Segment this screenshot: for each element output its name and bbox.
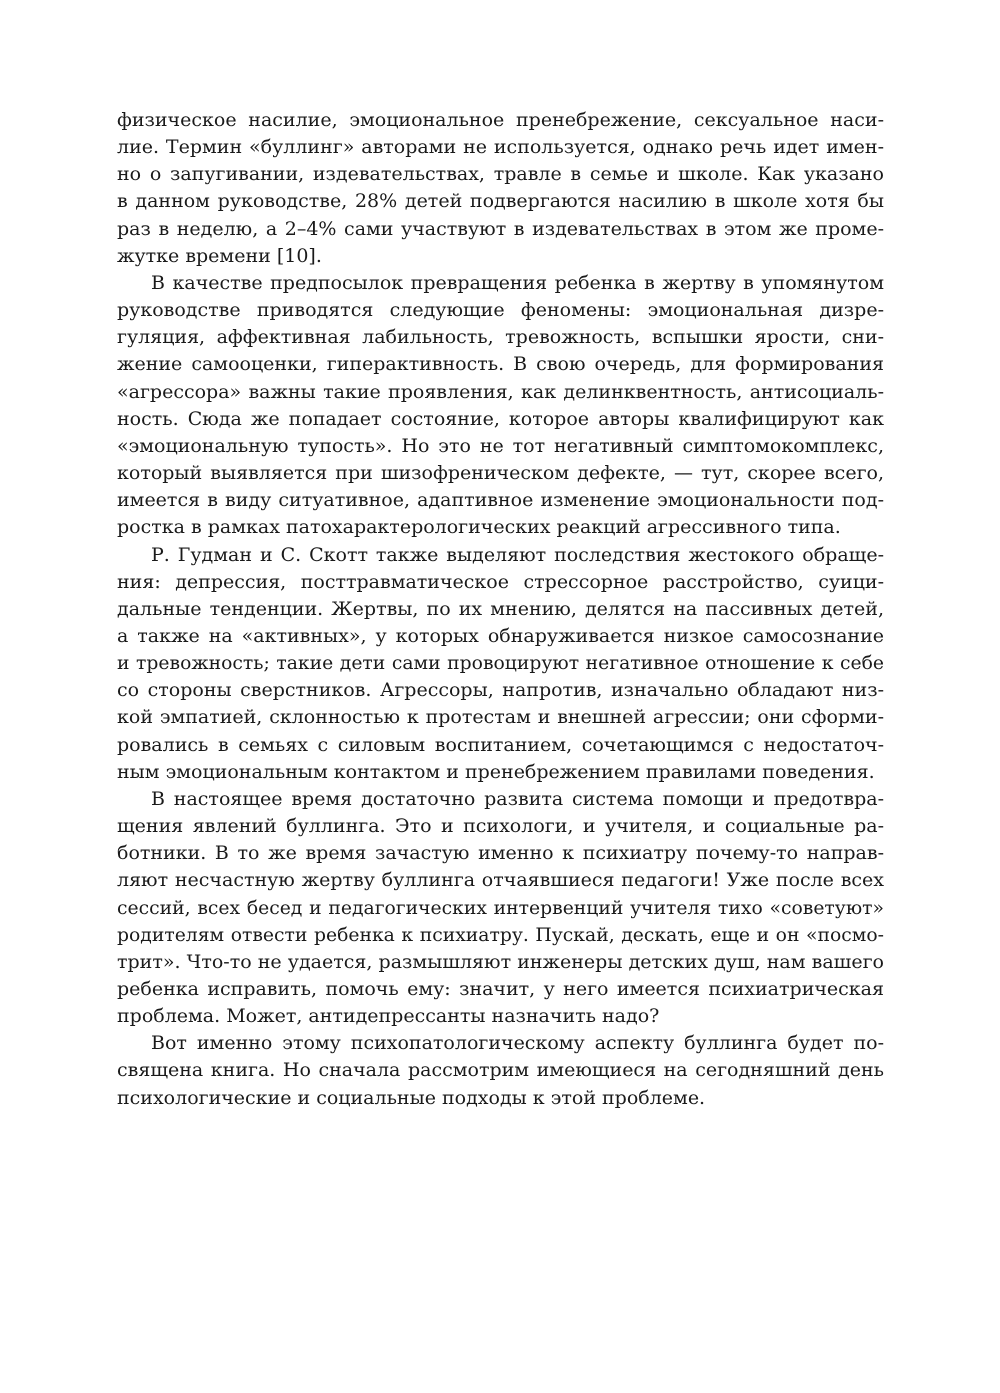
text-line: психологические и социальные подходы к этой проблеме. xyxy=(117,1086,706,1109)
paragraph-2 xyxy=(117,270,884,542)
text-line: жение самооценки, гиперактивность. В свою очередь, для формирования xyxy=(117,353,884,376)
text-line: родителям отвести ребенка к психиатру. Пускай, дескать, еще и он «посмо- xyxy=(117,924,884,946)
text-line: ростка в рамках патохарактерологических реакций агрессивного типа. xyxy=(117,516,841,539)
text-line: ния: депрессия, посттравматическое стрессорное расстройство, суици- xyxy=(117,570,884,593)
text-line: щения явлений буллинга. Это и психологи, и учителя, и социальные ра- xyxy=(117,815,884,838)
text-line: имеется в виду ситуативное, адаптивное изменение эмоциональности под- xyxy=(117,489,884,512)
text-line: а также на «активных», у которых обнаруживается низкое самосознание xyxy=(117,624,884,647)
text-line: раз в неделю, а 2–4% сами участвуют в издевательствах в этом же проме- xyxy=(117,217,884,240)
text-line: Р. Гудман и С. Скотт также выделяют последствия жестокого обраще- xyxy=(151,543,884,566)
text-line: ровались в семьях с силовым воспитанием, сочетающимся с недостаточ- xyxy=(117,733,884,756)
text-line: священа книга. Но сначала рассмотрим имеющиеся на сегодняшний день xyxy=(117,1059,884,1082)
text-line: дальные тенденции. Жертвы, по их мнению, делятся на пассивных детей, xyxy=(117,597,884,620)
text-line: Вот именно этому психопатологическому аспекту буллинга будет по- xyxy=(151,1032,884,1055)
text-line: ность. Сюда же попадает состояние, которое авторы квалифицируют как xyxy=(117,407,884,430)
text-line: но о запугивании, издевательствах, травле в семье и школе. Как указано xyxy=(117,163,884,186)
text-line: ляют несчастную жертву буллинга отчаявшиеся педагоги! Уже после всех xyxy=(117,869,884,892)
text-line: «эмоциональную тупость». Но это не тот негативный симптомокомплекс, xyxy=(117,434,884,457)
text-line: кой эмпатией, склонностью к протестам и внешней агрессии; они сформи- xyxy=(117,706,884,729)
text-line: сессий, всех бесед и педагогических интервенций учителя тихо «советуют» xyxy=(117,897,884,919)
text-line: ребенка исправить, помочь ему: значит, у него имеется психиатрическая xyxy=(117,978,884,1000)
paragraph-4 xyxy=(117,786,884,1030)
text-line: ным эмоциональным контактом и пренебрежением правилами поведения. xyxy=(117,760,875,783)
text-line: физическое насилие, эмоциональное пренебрежение, сексуальное наси- xyxy=(117,109,884,131)
text-line: ботники. В то же время зачастую именно к психиатру почему-то направ- xyxy=(117,842,884,865)
text-line: В качестве предпосылок превращения ребенка в жертву в упомянутом xyxy=(151,271,884,294)
text-line: который выявляется при шизофреническом дефекте, — тут, скорее всего, xyxy=(117,462,884,485)
document-page xyxy=(117,107,884,1112)
text-line: и тревожность; такие дети сами провоцируют негативное отношение к себе xyxy=(117,653,884,675)
text-line: лие. Термин «буллинг» авторами не используется, однако речь идет имен- xyxy=(117,136,884,159)
paragraph-5 xyxy=(117,1030,884,1111)
text-line: В настоящее время достаточно развита система помощи и предотвра- xyxy=(151,787,884,810)
text-line: со стороны сверстников. Агрессоры, напротив, изначально обладают низ- xyxy=(117,679,884,702)
text-line: руководстве приводятся следующие феномены: эмоциональная дизре- xyxy=(117,299,884,322)
text-line: проблема. Может, антидепрессанты назначить надо? xyxy=(117,1005,660,1028)
paragraph-1 xyxy=(117,107,884,270)
text-line: в данном руководстве, 28% детей подвергаются насилию в школе хотя бы xyxy=(117,190,884,213)
text-line: гуляция, аффективная лабильность, тревожность, вспышки ярости, сни- xyxy=(117,326,884,349)
text-line: трит». Что-то не удается, размышляют инженеры детских душ, нам вашего xyxy=(117,950,884,973)
text-line: «агрессора» важны такие проявления, как делинквентность, антисоциаль- xyxy=(117,380,884,403)
paragraph-3 xyxy=(117,542,884,786)
text-line: жутке времени [10]. xyxy=(117,244,322,267)
